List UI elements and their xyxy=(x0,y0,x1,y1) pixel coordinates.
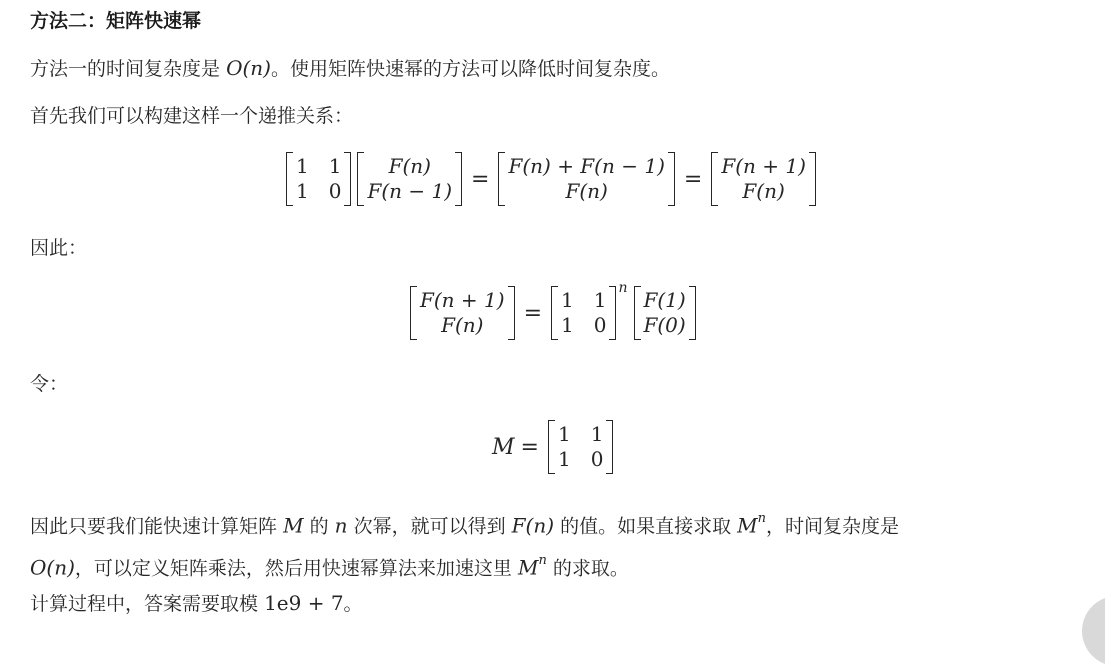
equals-sign: = xyxy=(523,300,542,326)
matrix-cell: 0 xyxy=(328,179,342,203)
math-inline: n xyxy=(334,513,348,538)
matrix-coefficient xyxy=(286,152,351,206)
vector-cell: F(n − 1) xyxy=(367,179,453,203)
matrix-coefficient xyxy=(548,420,613,474)
math-inline: O(n) xyxy=(30,555,75,580)
equation-power xyxy=(410,280,696,340)
math-inline: M xyxy=(517,555,539,580)
vector-input xyxy=(357,152,462,206)
math-exponent: n xyxy=(757,511,766,526)
vector-result xyxy=(410,286,515,340)
math-inline: M xyxy=(737,513,758,538)
matrix-cell: 1 xyxy=(328,154,342,178)
equation-recurrence xyxy=(286,152,816,206)
paragraph-text: ，可以定义矩阵乘法，然后用快速幂算法来加速这里 xyxy=(74,557,512,580)
matrix-cell: 1 xyxy=(561,288,574,312)
paragraph-text: 的 xyxy=(309,515,329,538)
paragraph-text: 的值。如果直接求取 xyxy=(560,515,732,538)
vector-product xyxy=(498,152,674,206)
vector-cell: F(n) xyxy=(565,179,608,203)
section-heading: 方法二：矩阵快速幂 xyxy=(30,10,202,32)
vector-cell: F(n + 1) xyxy=(721,154,806,178)
vector-cell: F(1) xyxy=(643,288,686,312)
paragraph-text: 次幂，就可以得到 xyxy=(353,515,506,538)
equation-definition xyxy=(492,420,613,474)
matrix-exponent: n xyxy=(618,280,628,296)
vector-initial xyxy=(634,286,696,340)
math-inline: F(n) xyxy=(511,513,555,538)
matrix-symbol: M xyxy=(492,434,515,460)
matrix-cell: 1 xyxy=(593,288,607,312)
math-inline: O(n) xyxy=(226,56,271,80)
paragraph-let: 令： xyxy=(30,373,69,395)
paragraph-text: 因此只要我们能快速计算矩阵 xyxy=(30,515,278,538)
paragraph-recurrence-intro: 首先我们可以构建这样一个递推关系： xyxy=(30,105,354,127)
floating-action-button[interactable] xyxy=(1082,596,1105,666)
paragraph-therefore: 因此： xyxy=(30,237,88,259)
matrix-cell: 1 xyxy=(296,179,309,203)
paragraph-text: 。使用矩阵快速幂的方法可以降低时间复杂度。 xyxy=(270,58,670,80)
vector-cell: F(n) xyxy=(388,154,431,178)
math-inline: 1e9 + 7 xyxy=(264,591,344,615)
matrix-cell: 0 xyxy=(590,447,604,471)
vector-cell: F(n) xyxy=(441,313,484,337)
paragraph-explanation xyxy=(30,503,899,588)
equals-sign: = xyxy=(520,434,539,460)
math-inline: M xyxy=(283,513,304,538)
paragraph-text: ，时间复杂度是 xyxy=(766,515,900,538)
paragraph-text: 的求取。 xyxy=(552,557,629,580)
paragraph-text: 。 xyxy=(343,593,363,615)
matrix-coefficient xyxy=(551,286,616,340)
matrix-cell: 1 xyxy=(557,447,571,471)
matrix-cell: 1 xyxy=(296,154,309,178)
paragraph-modulo xyxy=(30,591,363,616)
matrix-cell: 1 xyxy=(590,422,604,446)
math-exponent: n xyxy=(538,553,547,569)
equals-sign: = xyxy=(683,166,703,192)
paragraph-complexity xyxy=(30,56,670,81)
vector-cell: F(n) xyxy=(742,179,785,203)
paragraph-text: 计算过程中，答案需要取模 xyxy=(30,593,259,615)
vector-cell: F(0) xyxy=(643,313,686,337)
vector-result xyxy=(711,152,816,206)
vector-cell: F(n) + F(n − 1) xyxy=(508,154,665,178)
equals-sign: = xyxy=(471,166,490,192)
matrix-cell: 0 xyxy=(593,313,607,337)
matrix-cell: 1 xyxy=(561,313,574,337)
vector-cell: F(n + 1) xyxy=(420,288,505,312)
paragraph-text: 方法一的时间复杂度是 xyxy=(30,58,221,80)
matrix-cell: 1 xyxy=(557,422,571,446)
